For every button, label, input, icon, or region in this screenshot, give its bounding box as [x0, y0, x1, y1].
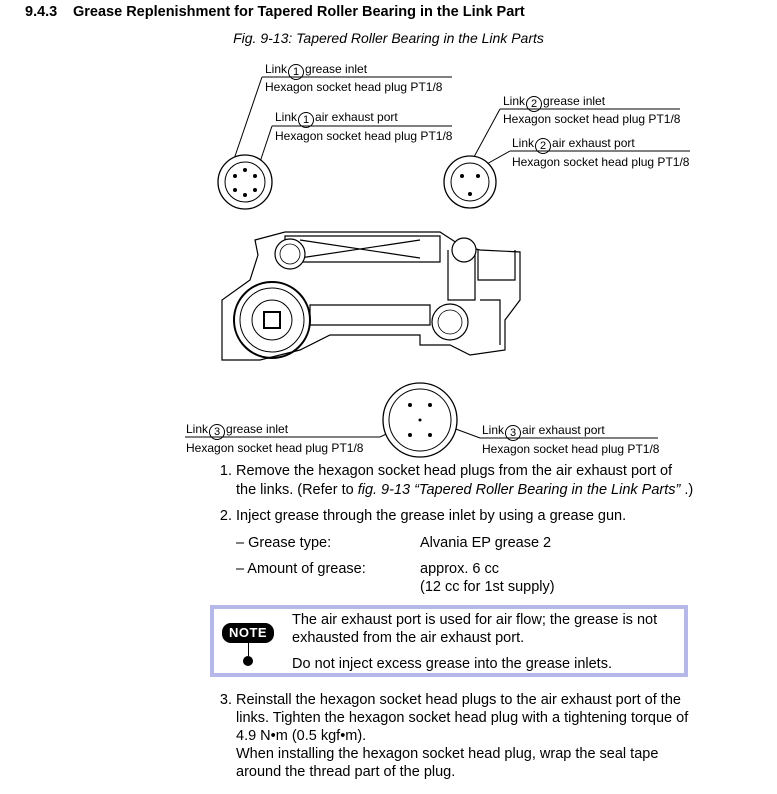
callout-link3-inlet-plug: Hexagon socket head plug PT1/8 [186, 441, 364, 455]
step-3-line-3: 4.9 N•m (0.5 kgf•m). [236, 728, 367, 744]
callout-suffix: grease inlet [226, 422, 289, 436]
callout-link2-grease-inlet [503, 94, 605, 112]
callout-prefix: Link [503, 94, 526, 108]
callout-link2-inlet-plug: Hexagon socket head plug PT1/8 [503, 112, 681, 126]
grease-type-label: – Grease type: [236, 535, 332, 551]
callout-link2-air-exhaust [512, 136, 635, 154]
callout-suffix: grease inlet [543, 94, 606, 108]
note-icon-dot [243, 656, 253, 666]
callout-link1-air-exhaust [275, 110, 398, 128]
callout-link1-exhaust-plug: Hexagon socket head plug PT1/8 [275, 129, 453, 143]
callout-link3-exhaust-plug: Hexagon socket head plug PT1/8 [482, 442, 660, 456]
callout-prefix: Link [265, 62, 288, 76]
callout-prefix: Link [482, 423, 505, 437]
grease-type-value: Alvania EP grease 2 [420, 535, 552, 551]
callout-suffix: grease inlet [305, 62, 368, 76]
callout-prefix: Link [275, 110, 298, 124]
grease-amount-note: (12 cc for 1st supply) [420, 579, 555, 595]
step-3 [210, 691, 730, 786]
section-title: Grease Replenishment for Tapered Roller Bearing in the Link Part [73, 4, 525, 20]
figure-reference-link[interactable]: fig. 9-13 “Tapered Roller Bearing in the Link Parts” [357, 482, 681, 498]
callout-suffix: air exhaust port [522, 423, 605, 437]
figure-caption: Fig. 9-13: Tapered Roller Bearing in the Link Parts [233, 30, 544, 46]
callout-suffix: air exhaust port [315, 110, 398, 124]
step-1-ref-prefix: the links. (Refer to [236, 482, 358, 498]
callout-link2-exhaust-plug: Hexagon socket head plug PT1/8 [512, 155, 690, 169]
callout-suffix: air exhaust port [552, 136, 635, 150]
step-2-text: Inject grease through the grease inlet by using a grease gun. [236, 508, 627, 524]
step-3-line-1: Reinstall the hexagon socket head plugs to the air exhaust port of the [236, 692, 681, 708]
link-number-badge: 1 [288, 64, 304, 80]
link-number-badge: 2 [526, 96, 542, 112]
step-number: 2. [219, 508, 232, 524]
note-badge: NOTE [222, 623, 274, 643]
step-3-line-4: When installing the hexagon socket head plug, wrap the seal tape [236, 746, 659, 762]
link-number-badge: 2 [535, 138, 551, 154]
callout-link1-grease-inlet [265, 62, 367, 80]
section-number: 9.4.3 [25, 4, 58, 20]
step-1-line-2 [236, 481, 693, 499]
step-3-line-2: links. Tighten the hexagon socket head plug with a tightening torque of [236, 710, 689, 726]
note-line-1: The air exhaust port is used for air flow; the grease is not [292, 612, 658, 628]
callout-link1-inlet-plug: Hexagon socket head plug PT1/8 [265, 80, 443, 94]
callout-link3-grease-inlet [186, 422, 288, 440]
grease-amount-value: approx. 6 cc [420, 561, 499, 577]
note-line-2: exhausted from the air exhaust port. [292, 630, 525, 646]
grease-amount-label: – Amount of grease: [236, 561, 366, 577]
callout-prefix: Link [186, 422, 209, 436]
step-3-line-5: around the thread part of the plug. [236, 764, 456, 780]
step-1-ref-suffix: .) [680, 482, 694, 498]
note-line-3: Do not inject excess grease into the grease inlets. [292, 656, 612, 672]
callout-link3-air-exhaust [482, 423, 605, 441]
callout-prefix: Link [512, 136, 535, 150]
step-2 [210, 507, 710, 597]
step-number: 1. [219, 463, 232, 479]
step-1 [210, 462, 710, 502]
link-number-badge: 3 [505, 425, 521, 441]
note-icon-stem [248, 642, 249, 656]
step-number: 3. [219, 692, 232, 708]
step-1-line-1: Remove the hexagon socket head plugs from the air exhaust port of [236, 463, 673, 479]
link-number-badge: 3 [209, 424, 225, 440]
link-number-badge: 1 [298, 112, 314, 128]
